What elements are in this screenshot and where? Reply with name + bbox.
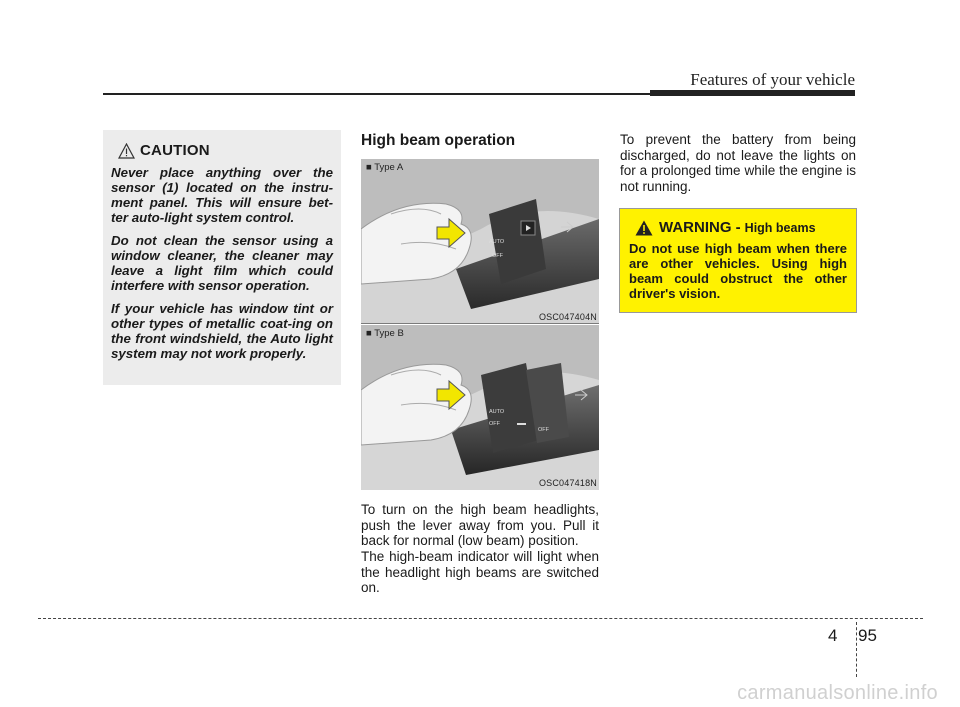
warning-box	[619, 208, 857, 313]
figure-type-a	[361, 159, 599, 324]
figure-code: OSC047404N	[538, 312, 597, 322]
type-label: ■ Type A	[366, 162, 404, 173]
caution-paragraph: Do not clean the sensor using a window cleaner, the cleaner may leave a light film which could interfere with sensor operation.	[111, 233, 333, 293]
lever-type-b-illustration	[361, 325, 599, 490]
warning-title: WARNING -	[659, 219, 741, 236]
warning-heading	[635, 219, 847, 236]
switch-label: OFF	[489, 421, 500, 427]
footer-divider	[856, 622, 857, 677]
body-paragraph: To prevent the battery from being discharged, do not leave the lights on for a prolonged time while the engine is not running.	[620, 132, 856, 194]
caution-title: CAUTION	[140, 142, 210, 159]
page-header-title: Features of your vehicle	[690, 70, 855, 89]
body-paragraph: To turn on the high beam headlights, push the lever away from you. Pull it back for normal (low beam) position.	[361, 502, 599, 548]
section-title: High beam operation	[361, 132, 516, 149]
watermark: carmanualsonline.info	[737, 682, 938, 704]
switch-label: AUTO	[489, 239, 505, 245]
caution-heading	[118, 142, 333, 159]
switch-label: OFF	[538, 427, 549, 433]
type-label: ■ Type B	[366, 328, 404, 339]
figure-code: OSC047418N	[538, 478, 597, 488]
switch-label: AUTO	[489, 409, 505, 415]
header-bar	[650, 90, 855, 96]
figure-type-b	[361, 325, 599, 490]
warning-text: Do not use high beam when there are other vehicles. Using high beam could obstruct the other driver's vision.	[629, 241, 847, 301]
lever-type-a-illustration	[361, 159, 599, 324]
caution-paragraph: Never place anything over the sensor (1) located on the instru-ment panel. This will ensure bet-ter auto-light system control.	[111, 165, 333, 225]
footer-rule	[38, 618, 923, 619]
body-paragraph: The high-beam indicator will light when the headlight high beams are switched on.	[361, 549, 599, 595]
chapter-number: 4	[828, 626, 838, 645]
caution-paragraph: If your vehicle has window tint or other types of metallic coat-ing on the front windshield, the Auto light system may not work properly.	[111, 301, 333, 361]
warning-triangle-icon	[635, 220, 653, 236]
warning-triangle-icon	[118, 143, 135, 159]
caution-box	[103, 130, 341, 385]
page-number: 95	[858, 626, 877, 645]
switch-label: OFF	[492, 253, 503, 259]
warning-subtitle: High beams	[744, 220, 816, 235]
